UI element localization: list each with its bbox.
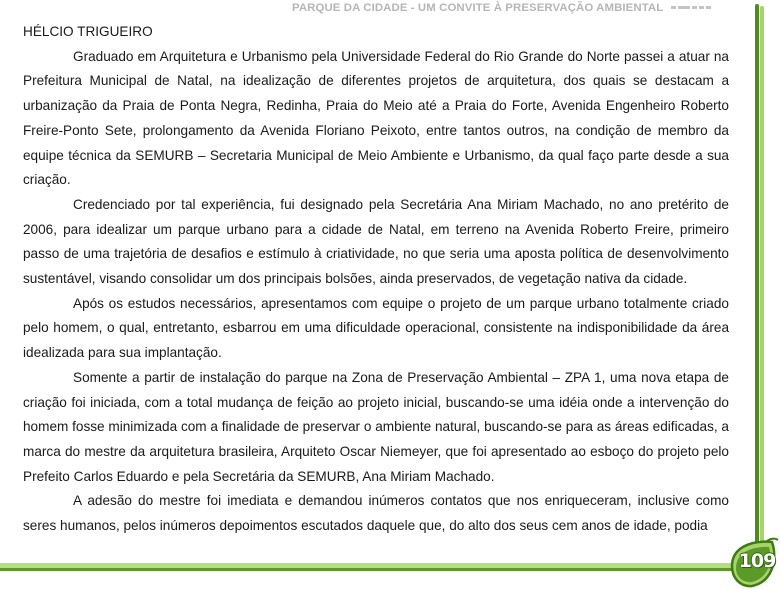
- paragraph: Graduado em Arquitetura e Urbanismo pela Universidade Federal do Rio Grande do Norte passei a atuar na Prefeitura Municipal de Natal, na idealização de diferentes projetos de arquitetura, dos quais se destacam a urbanização da Praia de Ponta Negra, Redinha, Praia do Meio até a Praia do Forte, Avenida Engenheiro Roberto Freire-Ponto Sete, prolongamento da Avenida Floriano Peixoto, entre tantos outros, na condição de membro da equipe técnica da SEMURB – Secretaria Municipal de Meio Ambiente e Urbanismo, da qual faço parte desde a sua criação.: [23, 48, 729, 188]
- paragraph: A adesão do mestre foi imediata e demandou inúmeros contatos que nos enriqueceram, inclusive como seres humanos, pelos inúmeros depoimentos escutados daquele que, do alto dos seus cem anos de idade, podia: [23, 493, 729, 534]
- paragraph: Após os estudos necessários, apresentamos com equipe o projeto de um parque urbano totalmente criado pelo homem, o qual, entretanto, esbarrou em uma dificuldade operacional, consistente na indisponibilidade da área idealizada para sua implantação.: [23, 295, 729, 361]
- page-number: 109: [738, 550, 776, 572]
- author-name: HÉLCIO TRIGUEIRO: [23, 24, 153, 39]
- running-head: PARQUE DA CIDADE - UM CONVITE À PRESERVAÇÃO AMBIENTAL: [292, 2, 664, 14]
- paragraph: Credenciado por tal experiência, fui designado pela Secretária Ana Miriam Machado, no ano pretérito de 2006, para idealizar um parque urbano para a cidade de Natal, em terreno na Avenida Roberto Freire, primeiro passo de uma trajetória de desafios e estímulo à criatividade, no que seria uma aposta política de desenvolvimento sustentável, visando consolidar um dos principais bolsões, ainda preservados, de vegetação nativa da cidade.: [23, 196, 729, 287]
- running-head-ornament: [671, 6, 711, 10]
- paragraph: Somente a partir de instalação do parque na Zona de Preservação Ambiental – ZPA 1, uma nova etapa de criação foi iniciada, com a total mudança de feição ao projeto inicial, buscando-se uma idéia onde a intervenção do homem fosse minimizada com a finalidade de preservar o ambiente natural, buscando-se para as áreas edificadas, a marca do mestre da arquitetura brasileira, Arquiteto Oscar Niemeyer, que foi apresentado ao esboço do projeto pelo Prefeito Carlos Eduardo e pela Secretária da SEMURB, Ana Miriam Machado.: [23, 369, 729, 484]
- article-body: [23, 20, 729, 539]
